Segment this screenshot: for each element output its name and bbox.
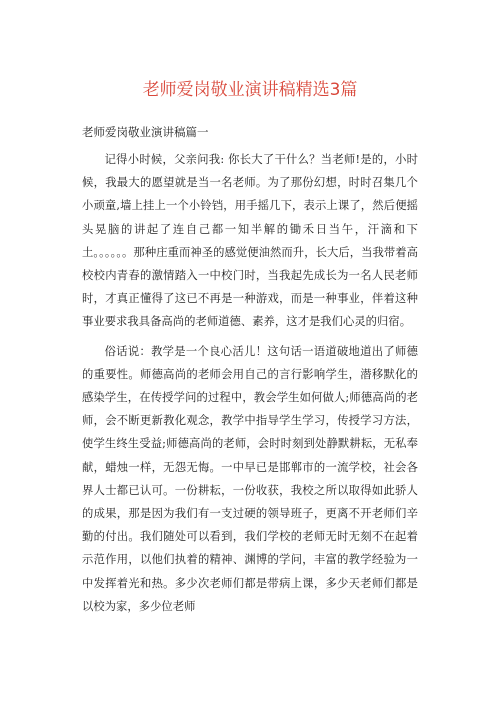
section-heading: 老师爱岗敬业演讲稿篇一 [82, 125, 209, 139]
page-title: 老师爱岗敬业演讲稿精选3篇 [142, 80, 358, 100]
document-body [82, 148, 418, 624]
paragraph-1: 记得小时候，父亲问我: 你长大了干什么？当老师!是的，小时候，我最大的愿望就是当一名老师。为了那份幻想，时时召集几个小顽童,墙上挂上一个小铃铛，用手摇几下，表示上课了，然后便摇头晃脑的讲起了连自己都一知半解的锄禾日当午，汗滴和下土。。。。。。那种庄重而神圣的感觉便油然而升，长大后，当我带着高校校内青春的激情踏入一中校门时，当我起先成长为一名人民老师时，才真正懂得了这已不再是一种游戏，而是一种事业，伴着这种事业要求我具备高尚的老师道德、素养，这才是我们心灵的归宿。 [82, 153, 418, 329]
paragraph-2: 俗话说：教学是一个良心活儿！这句话一语道破地道出了师德的重要性。师德高尚的老师会用自己的言行影响学生，潜移默化的感染学生，在传授学问的过程中，教会学生如何做人;师德高尚的老师，会不断更新教化观念，教学中指导学生学习，传授学习方法，使学生终生受益;师德高尚的老师，会时时刻到处静默耕耘，无私奉献，蜡烛一样，无怨无悔。一中早已是邯郸市的一流学校，社会各界人士都已认可。一份耕耘，一份收获，我校之所以取得如此骄人的成果，那是因为我们有一支过硬的领导班子，更离不开老师们辛勤的付出。我们随处可以看到，我们学校的老师无时无刻不在起着示范作用，以他们执着的精神、渊博的学问，丰富的教学经验为一中发挥着光和热。多少次老师们都是带病上课，多少天老师们都是以校为家，多少位老师 [82, 344, 418, 613]
